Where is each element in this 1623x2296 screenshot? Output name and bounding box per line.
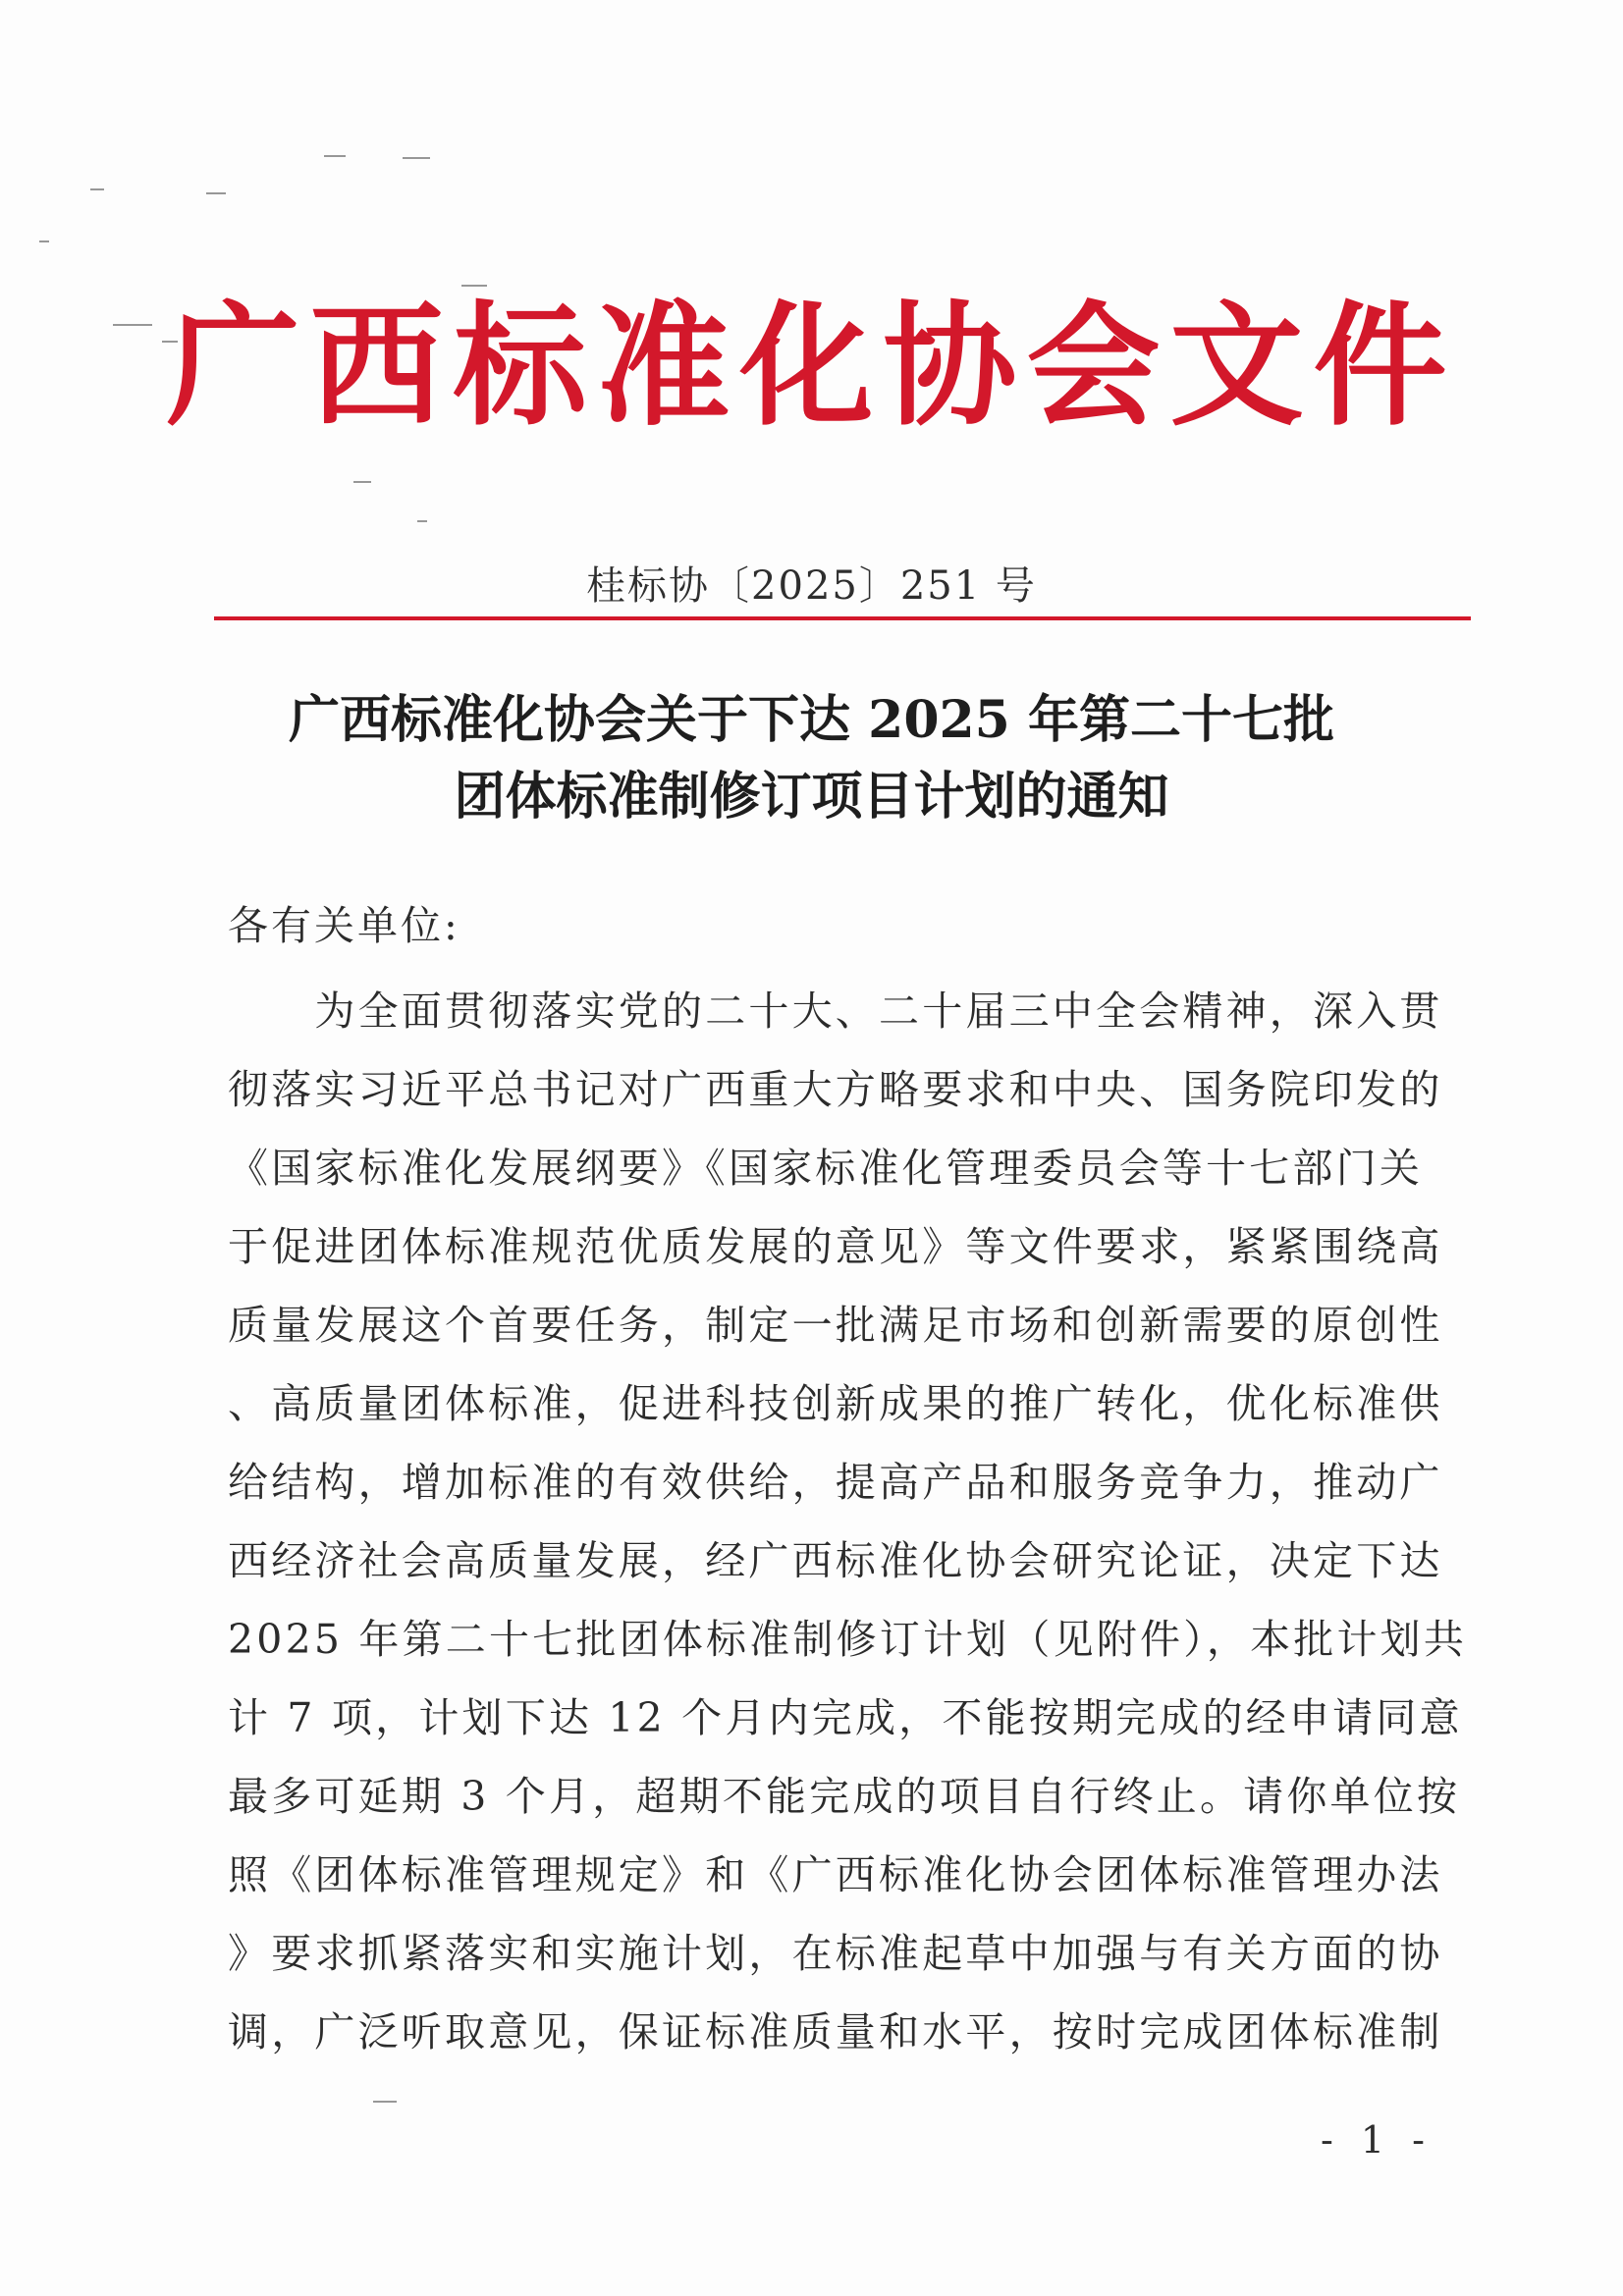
title-line: 广西标准化协会关于下达 2025 年第二十七批 xyxy=(289,690,1334,750)
body-line: 、高质量团体标准，促进科技创新成果的推广转化，优化标准供 xyxy=(228,1380,1443,1427)
scan-speck xyxy=(324,155,346,157)
body-line: 《国家标准化发展纲要》《国家标准化管理委员会等十七部门关 xyxy=(228,1145,1424,1192)
body-line: 计 7 项，计划下达 12 个月内完成，不能按期完成的经申请同意 xyxy=(228,1694,1463,1741)
scan-speck xyxy=(403,157,430,159)
body-line: 最多可延期 3 个月，超期不能完成的项目自行终止。请你单位按 xyxy=(228,1773,1461,1820)
body-line: 2025 年第二十七批团体标准制修订计划（见附件），本批计划共 xyxy=(228,1616,1468,1663)
scan-speck xyxy=(90,188,104,190)
masthead: 广西标准化协会文件 xyxy=(166,288,1457,445)
body-line: 西经济社会高质量发展，经广西标准化协会研究论证，决定下达 xyxy=(228,1537,1443,1584)
body-line: 彻落实习近平总书记对广西重大方略要求和中央、国务院印发的 xyxy=(228,1066,1443,1113)
salutation: 各有关单位: xyxy=(228,902,460,949)
scan-speck xyxy=(417,520,427,522)
scan-speck xyxy=(461,285,487,287)
body-line: 质量发展这个首要任务，制定一批满足市场和创新需要的原创性 xyxy=(228,1302,1443,1349)
red-divider xyxy=(214,616,1471,620)
scan-speck xyxy=(373,2101,397,2103)
body-line: 为全面贯彻落实党的二十大、二十届三中全会精神，深入贯 xyxy=(228,988,1443,1035)
scan-speck xyxy=(39,240,49,242)
title-line: 团体标准制修订项目计划的通知 xyxy=(454,767,1169,827)
scan-speck xyxy=(353,481,371,483)
document-title xyxy=(0,682,1623,835)
body-line: 于促进团体标准规范优质发展的意见》等文件要求，紧紧围绕高 xyxy=(228,1223,1443,1270)
body-line: 给结构，增加标准的有效供给，提高产品和服务竞争力，推动广 xyxy=(228,1459,1443,1506)
body-line: 调，广泛听取意见，保证标准质量和水平，按时完成团体标准制 xyxy=(228,2008,1443,2056)
body-line: 》要求抓紧落实和实施计划，在标准起草中加强与有关方面的协 xyxy=(228,1930,1443,1977)
body-line: 照《团体标准管理规定》和《广西标准化协会团体标准管理办法 xyxy=(228,1851,1443,1898)
scan-speck xyxy=(206,192,226,194)
document-number: 桂标协〔2025〕251 号 xyxy=(586,563,1037,609)
body-paragraph xyxy=(228,972,1468,2071)
page-number: - 1 - xyxy=(1321,2118,1434,2162)
